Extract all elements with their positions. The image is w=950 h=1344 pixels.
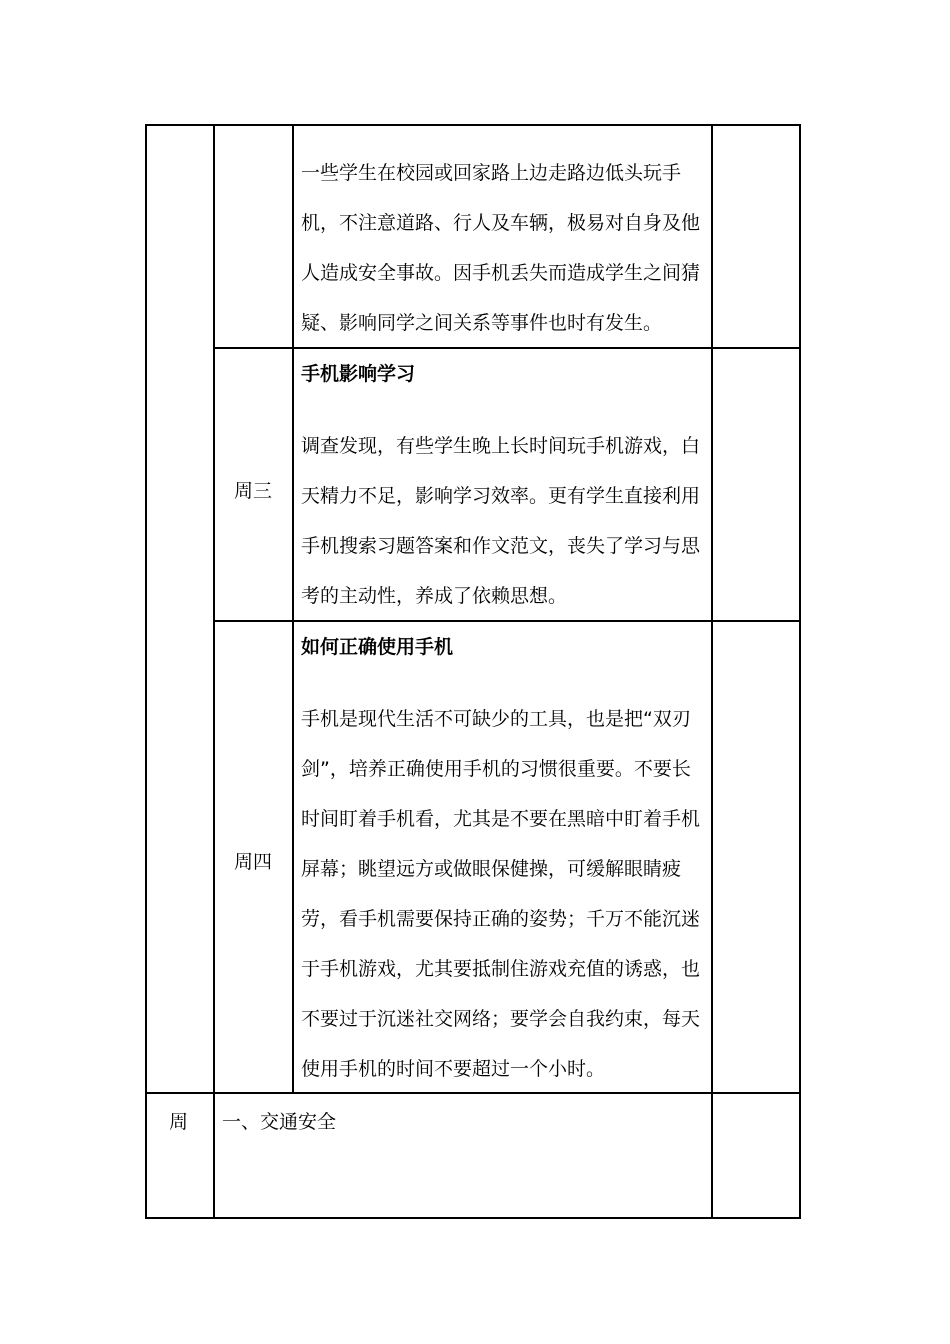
content-line: 劳，看手机需要保持正确的姿势；千万不能沉迷 <box>301 908 701 930</box>
column-divider <box>213 124 215 1219</box>
table-border-bottom <box>145 1217 801 1219</box>
content-line: 剑”，培养正确使用手机的习惯很重要。不要长 <box>301 758 691 780</box>
content-line: 机，不注意道路、行人及车辆，极易对自身及他 <box>301 212 701 234</box>
day-label: 周三 <box>234 480 273 502</box>
section-heading: 一、交通安全 <box>222 1111 337 1133</box>
section-title: 如何正确使用手机 <box>301 636 454 658</box>
content-line: 一些学生在校园或回家路上边走路边低头玩手 <box>301 162 682 184</box>
content-line: 人造成安全事故。因手机丢失而造成学生之间猜 <box>301 262 701 284</box>
content-line: 疑、影响同学之间关系等事件也时有发生。 <box>301 312 663 334</box>
table-border-top <box>145 124 801 126</box>
content-line: 调查发现，有些学生晚上长时间玩手机游戏，白 <box>301 435 701 457</box>
content-line: 不要过于沉迷社交网络；要学会自我约束，每天 <box>301 1008 701 1030</box>
content-line: 于手机游戏，尤其要抵制住游戏充值的诱惑，也 <box>301 958 701 980</box>
content-line: 手机是现代生活不可缺少的工具，也是把“双刃 <box>301 708 691 730</box>
content-line: 天精力不足，影响学习效率。更有学生直接利用 <box>301 485 701 507</box>
content-line: 屏幕；眺望远方或做眼保健操，可缓解眼睛疲 <box>301 858 682 880</box>
content-line: 手机搜索习题答案和作文范文，丧失了学习与思 <box>301 535 701 557</box>
content-line: 使用手机的时间不要超过一个小时。 <box>301 1058 606 1080</box>
content-line: 时间盯着手机看，尤其是不要在黑暗中盯着手机 <box>301 808 701 830</box>
column-divider <box>292 124 294 1094</box>
table-border-left <box>145 124 147 1219</box>
table-border-right <box>799 124 801 1219</box>
day-label: 周四 <box>234 851 273 873</box>
week-label: 周 <box>169 1111 189 1133</box>
content-line: 考的主动性，养成了依赖思想。 <box>301 585 568 607</box>
column-divider <box>711 124 713 1219</box>
section-title: 手机影响学习 <box>301 363 416 385</box>
